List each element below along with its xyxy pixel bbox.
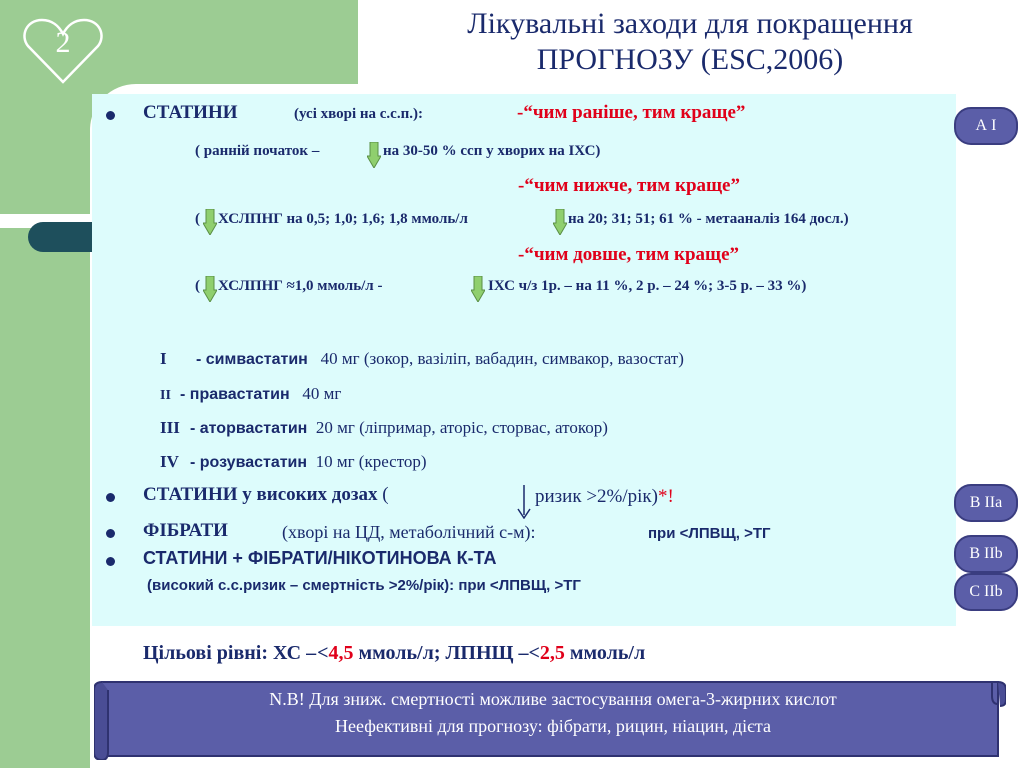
down-arrow-icon — [471, 276, 485, 302]
down-arrow-icon — [203, 276, 217, 302]
high-dose-heading — [143, 484, 389, 506]
target-unit-2: ммоль/л — [569, 642, 646, 664]
slogan-lower: -“чим нижче, тим краще” — [518, 175, 740, 196]
evidence-badge: В ІІb — [954, 535, 1018, 573]
slide-number: 2 — [55, 26, 71, 59]
title-line-1: Лікувальні заходи для покращення — [467, 7, 913, 40]
lower-effect: на 20; 31; 51; 61 % - метааналіз 164 досл.) — [568, 211, 849, 227]
bullet — [106, 557, 115, 566]
target-lt-1: < — [317, 642, 329, 664]
decor-tab — [28, 222, 98, 252]
lower-ldl: ХСЛПНГ на 0,5; 1,0; 1,6; 1,8 ммоль/л — [218, 211, 468, 227]
note-line-1: N.B! Для зниж. смертності можливе застосування омега-3-жирних кислот — [269, 689, 837, 709]
slide-title — [380, 6, 1000, 78]
longer-open: ( — [195, 278, 200, 294]
high-dose-risk — [535, 486, 674, 508]
drug-row — [160, 452, 427, 472]
target-value-1: 4,5 — [328, 642, 354, 664]
drug-name: - аторвастатин — [190, 420, 308, 437]
down-arrow-icon — [553, 209, 567, 235]
drug-detail: 40 мг (зокор, вазіліп, вабадин, симвакор, вазостат) — [320, 349, 684, 368]
evidence-badge: А І — [954, 107, 1018, 145]
drug-detail: 20 мг (ліпримар, аторіс, сторвас, атокор) — [315, 418, 608, 437]
drug-name: - правастатин — [180, 386, 290, 403]
early-start-effect: на 30-50 % ссп у хворих на ІХС) — [383, 143, 601, 159]
combo-cond: (високий с.с.ризик – смертність >2%/рік): при <ЛПВЩ, >ТГ — [147, 577, 581, 594]
drug-name: - симвастатин — [196, 351, 308, 368]
risk-star: *! — [657, 486, 674, 507]
target-label: Цільові рівні: ХС – — [143, 642, 317, 664]
target-unit-1: ммоль/л; ЛПНЩ – — [358, 642, 529, 664]
statins-heading: СТАТИНИ — [143, 102, 238, 123]
bullet — [106, 493, 115, 502]
early-start-text: ( ранній початок – — [195, 143, 320, 159]
evidence-badge: С ІІb — [954, 573, 1018, 611]
down-arrow-icon — [203, 209, 217, 235]
statins-sub: (усі хворі на с.с.п.): — [294, 106, 423, 122]
fibrates-heading: ФІБРАТИ — [143, 520, 228, 541]
drug-gen: III — [160, 418, 180, 437]
down-arrow-icon — [367, 142, 381, 168]
drug-gen: II — [160, 388, 171, 403]
risk-text: ризик >2%/рік) — [535, 486, 658, 507]
note-line-2: Неефективні для прогнозу: фібрати, рицин, ніацин, дієта — [335, 716, 771, 736]
drug-row — [160, 349, 684, 369]
drug-name: - розувастатин — [190, 454, 308, 471]
slogan-longer: -“чим довше, тим краще” — [518, 244, 740, 265]
bullet — [106, 111, 115, 120]
fibrates-cond: при <ЛПВЩ, >ТГ — [648, 525, 771, 542]
longer-ldl: ХСЛПНГ ≈1,0 ммоль/л - — [218, 278, 383, 294]
combo-heading: СТАТИНИ + ФІБРАТИ/НІКОТИНОВА К-ТА — [143, 548, 497, 568]
slogan-earlier: -“чим раніше, тим краще” — [517, 102, 746, 123]
drug-gen: IV — [160, 452, 179, 471]
drug-detail: 40 мг — [302, 384, 342, 403]
note-text — [118, 686, 988, 740]
fibrates-desc: (хворі на ЦД, метаболічний с-м): — [282, 522, 536, 542]
down-arrow-icon — [517, 485, 531, 519]
lower-open: ( — [195, 211, 200, 227]
target-levels — [143, 642, 645, 665]
target-lt-2: < — [528, 642, 540, 664]
evidence-badge: В ІІа — [954, 484, 1018, 522]
drug-gen: I — [160, 349, 167, 368]
drug-row — [160, 418, 608, 438]
longer-effect: ІХС ч/з 1р. – на 11 %, 2 р. – 24 %; 3-5 р. – 33 %) — [488, 278, 807, 294]
bullet — [106, 529, 115, 538]
drug-detail: 10 мг (крестор) — [315, 452, 427, 471]
target-value-2: 2,5 — [539, 642, 565, 664]
high-dose-paren: ( — [382, 484, 389, 505]
title-line-2: ПРОГНОЗУ (ESC,2006) — [536, 43, 844, 76]
high-dose-label: СТАТИНИ у високих дозах — [143, 484, 378, 505]
drug-row — [160, 384, 341, 404]
